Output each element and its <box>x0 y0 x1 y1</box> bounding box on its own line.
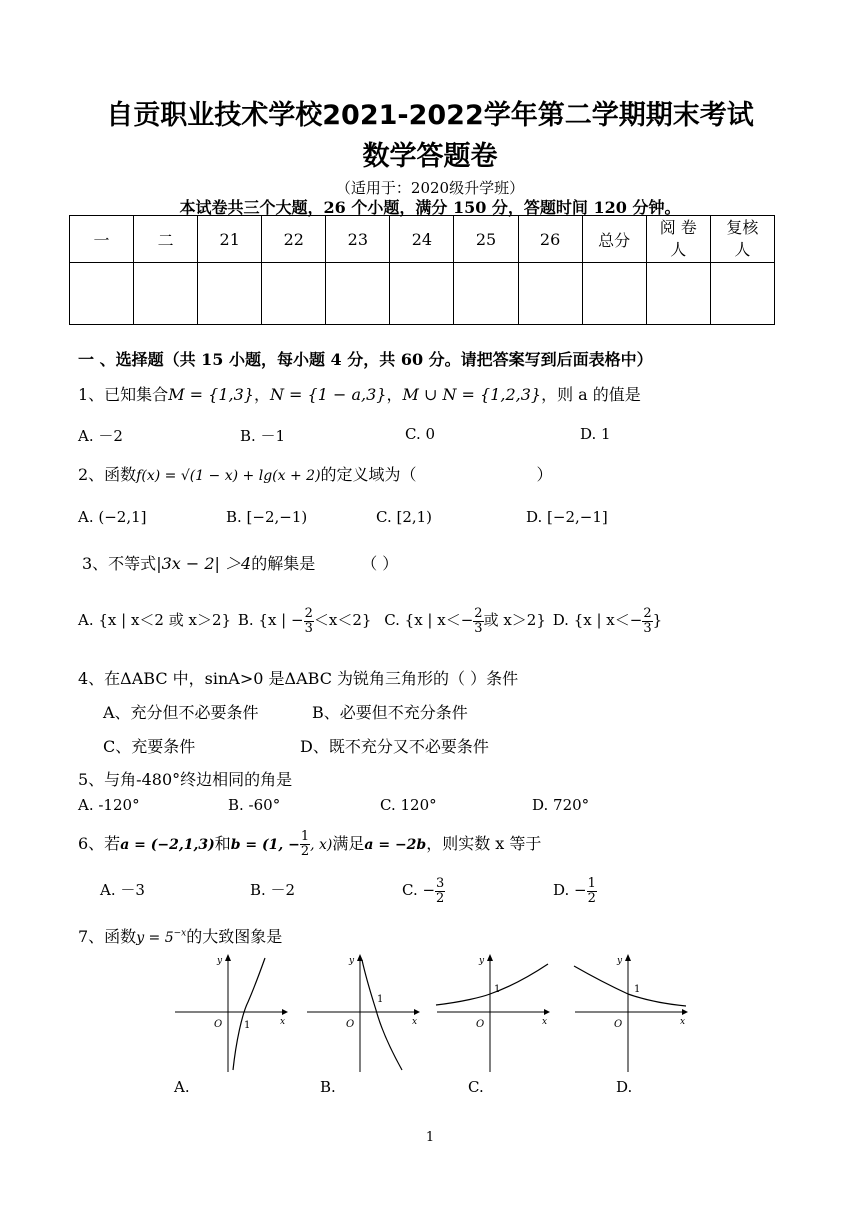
q2-prefix: 2、函数 <box>78 465 137 484</box>
y-label: y <box>217 956 223 966</box>
q6-prefix: 6、若 <box>78 834 121 853</box>
q7-function: y = 5 <box>136 930 174 946</box>
one-label: 1 <box>634 984 641 995</box>
x-label: x <box>542 1017 548 1027</box>
score-header-cell: 阅 卷人 <box>646 216 710 263</box>
q3-option-c-pre: C. {x | x＜− <box>384 611 474 629</box>
section-heading: 一 、选择题（共 15 小题，每小题 4 分，共 60 分。请把答案写到后面表格中） <box>78 350 653 369</box>
graph-c <box>432 952 552 1077</box>
x-label: x <box>680 1017 686 1027</box>
q6-option-a: A. －3 <box>100 881 145 899</box>
frac-denominator: 2 <box>300 844 310 859</box>
question-7 <box>78 924 282 947</box>
score-table-header-row <box>70 216 775 263</box>
q3-option-b-post: ＜x＜2} <box>313 611 372 629</box>
q3-option-d-post: } <box>652 611 663 629</box>
q3-inequality: |3x − 2| ＞4 <box>156 554 252 573</box>
score-header-cell: 24 <box>390 216 454 263</box>
score-entry-cell[interactable] <box>710 263 774 325</box>
score-header-cell: 二 <box>134 216 198 263</box>
graph-d <box>570 952 692 1077</box>
q7-option-d: D. <box>616 1078 633 1096</box>
question-3 <box>82 551 398 574</box>
q1-option-d: D. 1 <box>580 425 611 443</box>
q6-cond: 满足 <box>332 834 365 853</box>
x-axis-arrow <box>682 1009 688 1015</box>
q1-option-a: A. －2 <box>78 427 123 445</box>
q6-option-d-pre: D. − <box>553 881 587 899</box>
y-axis-arrow <box>357 954 363 961</box>
q7-option-b: B. <box>320 1078 336 1096</box>
q6-option-c-fraction <box>435 877 445 906</box>
x-axis-arrow <box>544 1009 550 1015</box>
question-5: 5、与角-480°终边相同的角是 <box>78 770 293 789</box>
y-label: y <box>479 956 485 966</box>
q6-options <box>100 870 800 910</box>
q7-exponent: −x <box>173 928 187 939</box>
exam-title: 自贡职业技术学校2021-2022学年第二学期期末考试 <box>106 100 754 131</box>
question-4: 4、在ΔABC 中，sinA>0 是ΔABC 为锐角三角形的（ ）条件 <box>78 669 519 688</box>
q4-option-c: C、充要条件 <box>103 737 196 756</box>
q3-option-c-post: 或 x＞2} <box>483 611 546 629</box>
q1-prefix: 1、已知集合 <box>78 385 169 404</box>
q1-set-m: M = {1,3} <box>168 385 254 404</box>
score-table <box>69 215 775 325</box>
q3-option-b-fraction <box>304 607 314 636</box>
q7-prefix: 7、函数 <box>78 927 137 946</box>
q5-option-b: B. -60° <box>228 796 281 814</box>
q3-option-c <box>384 605 546 636</box>
q3-option-b <box>237 605 372 636</box>
score-header-cell: 23 <box>326 216 390 263</box>
q2-option-d: D. [−2,−1] <box>526 508 608 526</box>
function-curve <box>233 958 265 1070</box>
q5-option-a: A. -120° <box>78 796 140 814</box>
q6-option-c-pre: C. − <box>402 881 436 899</box>
score-header-cell: 26 <box>518 216 582 263</box>
origin-label: O <box>346 1019 355 1030</box>
x-axis-arrow <box>282 1009 288 1015</box>
y-axis-arrow <box>487 954 493 961</box>
origin-label: O <box>214 1019 223 1030</box>
score-header-cell: 复核人 <box>710 216 774 263</box>
frac-denominator: 3 <box>643 620 652 636</box>
q3-prefix: 3、不等式 <box>82 554 157 573</box>
score-entry-cell[interactable] <box>582 263 646 325</box>
score-header-cell: 22 <box>262 216 326 263</box>
q3-suffix: 的解集是 <box>251 554 316 573</box>
frac-numerator: 2 <box>474 605 483 621</box>
function-curve <box>574 966 686 1006</box>
q3-options <box>78 600 662 640</box>
q6-vector-b-pre: b = (1, − <box>230 837 300 853</box>
applicable-note: （适用于：2020级升学班） <box>335 179 525 197</box>
q3-option-a: A. {x | x＜2 或 x＞2} <box>78 611 232 629</box>
exam-info: 本试卷共三个大题，26 个小题，满分 150 分，答题时间 120 分钟。 <box>179 198 681 217</box>
one-label: 1 <box>244 1020 251 1031</box>
score-header-cell: 一 <box>70 216 134 263</box>
origin-label: O <box>476 1019 485 1030</box>
q2-option-a: A. (−2,1] <box>78 508 147 526</box>
q1-set-n: N = {1 − a,3} <box>269 385 387 404</box>
y-label: y <box>617 956 623 966</box>
x-label: x <box>412 1017 418 1027</box>
exam-subtitle: 数学答题卷 <box>362 141 498 172</box>
q2-close-paren: ） <box>536 465 553 484</box>
q6-condition: a = −2b <box>364 837 427 853</box>
q3-option-d-pre: D. {x | x＜− <box>552 611 643 629</box>
score-entry-cell[interactable] <box>454 263 518 325</box>
page-number: 1 <box>425 1130 435 1145</box>
q6-vector-a: a = (−2,1,3) <box>120 837 215 853</box>
q6-vector-b-fraction <box>300 830 310 859</box>
q4-option-b: B、必要但不充分条件 <box>312 703 468 722</box>
q3-paren: （ ） <box>361 554 399 573</box>
q2-suffix: 的定义域为（ <box>320 465 417 484</box>
q6-option-c <box>402 870 445 910</box>
frac-numerator: 3 <box>436 875 445 891</box>
score-header-cell: 21 <box>198 216 262 263</box>
score-entry-cell[interactable] <box>326 263 390 325</box>
q1-union: M ∪ N = {1,2,3} <box>402 385 542 404</box>
q6-option-d-fraction <box>587 877 597 906</box>
q2-option-b: B. [−2,−1) <box>226 508 308 526</box>
q7-option-c: C. <box>468 1078 484 1096</box>
score-table-entry-row <box>70 263 775 325</box>
q7-option-a: A. <box>174 1078 190 1096</box>
q7-suffix: 的大致图象是 <box>186 927 283 946</box>
one-label: 1 <box>494 984 501 995</box>
question-1: 1、已知集合M = {1,3}，N = {1 − a,3}，M ∪ N = {1,2,3}，则 a 的值是 <box>78 385 641 404</box>
frac-denominator: 2 <box>436 890 445 906</box>
score-entry-cell[interactable] <box>646 263 710 325</box>
frac-numerator: 1 <box>587 875 596 891</box>
q6-option-b: B. －2 <box>250 881 296 899</box>
q6-suffix: ，则实数 x 等于 <box>426 834 542 853</box>
frac-numerator: 1 <box>300 829 310 844</box>
y-label: y <box>349 956 355 966</box>
q4-option-d: D、既不充分又不必要条件 <box>300 737 489 756</box>
x-axis-arrow <box>414 1009 420 1015</box>
q1-option-c: C. 0 <box>405 425 436 443</box>
frac-denominator: 3 <box>474 620 483 636</box>
q2-function: f(x) = √(1 − x) + lg(x + 2) <box>136 468 321 484</box>
q1-suffix: ，则 a 的值是 <box>541 385 641 404</box>
one-label: 1 <box>377 994 384 1005</box>
q1-option-b: B. －1 <box>240 427 286 445</box>
score-entry-cell[interactable] <box>518 263 582 325</box>
y-axis-arrow <box>225 954 231 961</box>
score-header-cell: 25 <box>454 216 518 263</box>
frac-denominator: 3 <box>304 620 313 636</box>
graph-b <box>302 952 422 1077</box>
function-curve <box>362 960 402 1070</box>
q2-option-c: C. [2,1) <box>376 508 433 526</box>
q6-vector-b-post: , x) <box>310 837 333 853</box>
question-2 <box>78 462 553 485</box>
question-6 <box>78 824 541 864</box>
frac-numerator: 2 <box>643 605 652 621</box>
x-label: x <box>280 1017 286 1027</box>
q3-option-d <box>552 605 663 636</box>
score-entry-cell[interactable] <box>390 263 454 325</box>
q3-option-b-pre: B. {x | − <box>237 611 304 629</box>
score-entry-cell[interactable] <box>70 263 134 325</box>
q3-option-d-fraction <box>642 607 652 636</box>
frac-denominator: 2 <box>587 890 596 906</box>
q4-option-a: A、充分但不必要条件 <box>103 703 259 722</box>
q6-mid: 和 <box>214 834 231 853</box>
score-header-cell: 总分 <box>582 216 646 263</box>
y-axis-arrow <box>625 954 631 961</box>
score-entry-cell[interactable] <box>198 263 262 325</box>
origin-label: O <box>614 1019 623 1030</box>
function-curve <box>436 964 548 1005</box>
score-entry-cell[interactable] <box>134 263 198 325</box>
q5-option-d: D. 720° <box>532 796 590 814</box>
q3-option-c-fraction <box>473 607 483 636</box>
graph-a <box>170 952 290 1077</box>
q5-option-c: C. 120° <box>380 796 437 814</box>
q6-option-d <box>553 870 597 910</box>
score-entry-cell[interactable] <box>262 263 326 325</box>
frac-numerator: 2 <box>304 605 313 621</box>
